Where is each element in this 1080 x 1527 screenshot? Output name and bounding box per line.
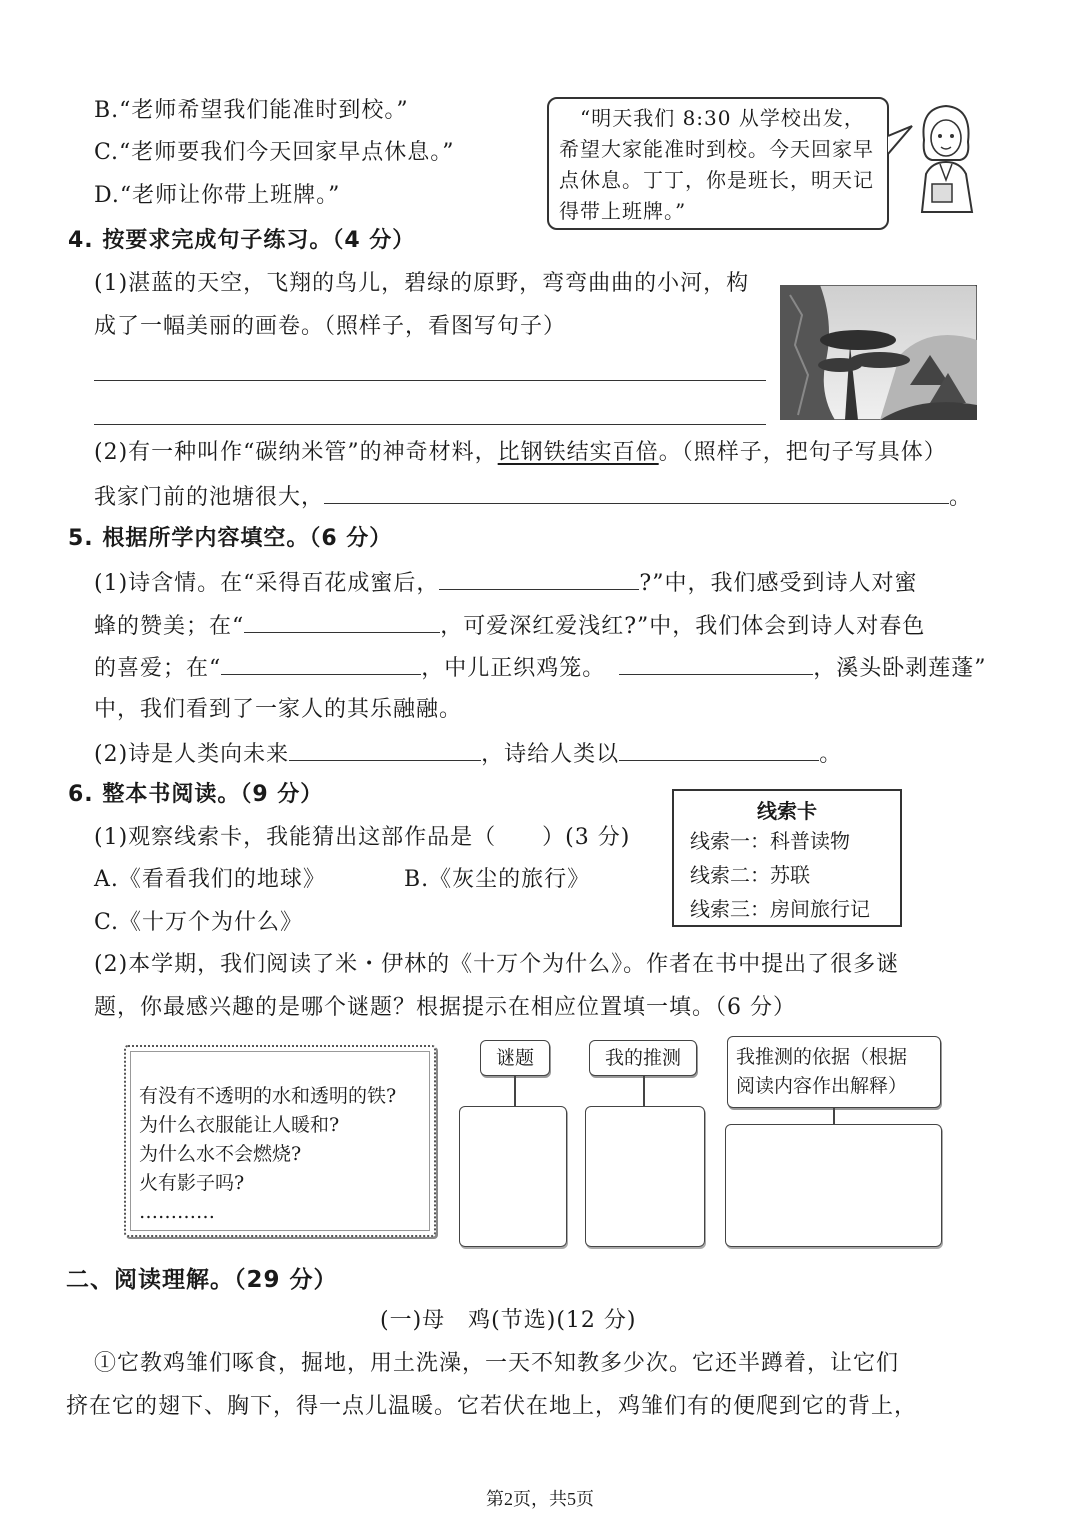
- bubble-line: 点休息。丁丁，你是班长，明天记: [559, 168, 874, 192]
- answer-blank[interactable]: [619, 738, 819, 761]
- clue-line: 线索一：科普读物: [690, 829, 850, 853]
- q4-part2-line1: [94, 438, 947, 468]
- page-footer: 第2页，共5页: [486, 1489, 594, 1509]
- q3-option-c: C.“老师要我们今天回家早点休息。”: [94, 140, 455, 165]
- riddle-item: …………: [139, 1201, 215, 1223]
- bubble-line: 得带上班牌。”: [559, 199, 687, 223]
- q6-title: 6. 整本书阅读。（9 分）: [68, 782, 324, 807]
- column-header-riddle: 谜题: [480, 1040, 550, 1076]
- q4-part2-text: 。（照样子，把句子写具体）: [658, 440, 947, 465]
- q3-option-d: D.“老师让你带上班牌。”: [94, 183, 341, 208]
- clue-line: 线索二：苏联: [690, 863, 810, 887]
- q4-part2-text: (2)有一种叫作“碳纳米管”的神奇材料，: [94, 440, 498, 465]
- q4-part2-suffix: 。: [949, 485, 973, 510]
- passage-paragraph-line: ①它教鸡雏们啄食，掘地，用土洗澡，一天不知教多少次。它还半蹲着，让它们: [94, 1351, 900, 1376]
- riddle-item: 为什么水不会燃烧?: [139, 1143, 302, 1165]
- answer-blank[interactable]: [289, 738, 481, 761]
- clue-card-title: 线索卡: [757, 799, 817, 823]
- q4-part1-line2: 成了一幅美丽的画卷。（照样子，看图写句子）: [94, 314, 567, 339]
- q5-text: ，中儿正织鸡笼。: [421, 656, 606, 681]
- q5-text: (1)诗含情。在“采得百花成蜜后，: [94, 571, 440, 596]
- answer-box-riddle[interactable]: [459, 1106, 567, 1247]
- answer-blank[interactable]: [221, 652, 421, 675]
- q5-line5: [94, 738, 842, 770]
- q6-part1: (1)观察线索卡，我能猜出这部作品是（ ）(3 分): [94, 825, 631, 850]
- q4-part2-line2: [94, 481, 972, 513]
- q5-line2: [94, 610, 925, 642]
- q5-text: ，诗给人类以: [481, 742, 620, 767]
- q4-part1-line1: (1)湛蓝的天空，飞翔的鸟儿，碧绿的原野，弯弯曲曲的小河，构: [94, 271, 750, 296]
- q5-title: 5. 根据所学内容填空。（6 分）: [68, 526, 393, 551]
- riddle-item: 火有影子吗?: [139, 1172, 245, 1194]
- q5-line1: [94, 567, 917, 599]
- speech-bubble: [547, 97, 889, 230]
- bubble-line: “明天我们 8:30 从学校出发，: [559, 106, 865, 130]
- basis-line: 阅读内容作出解释）: [736, 1075, 908, 1097]
- column-header-guess: 我的推测: [589, 1040, 697, 1076]
- q5-text: ?”中，我们感受到诗人对蜜: [639, 571, 918, 596]
- q4-part2-prefix: 我家门前的池塘很大，: [94, 485, 325, 510]
- clue-line: 线索三：房间旅行记: [690, 897, 870, 921]
- riddle-list-inner: [130, 1051, 430, 1231]
- q6-option-a: A.《看看我们的地球》: [94, 867, 326, 892]
- q3-option-b: B.“老师希望我们能准时到校。”: [94, 98, 409, 123]
- section2-title: 二、阅读理解。（29 分）: [66, 1267, 338, 1293]
- q6-part2-line2: 题，你最感兴趣的是哪个谜题？根据提示在相应位置填一填。（6 分）: [94, 995, 796, 1020]
- basis-line: 我推测的依据（根据: [736, 1046, 908, 1068]
- q5-line4: 中，我们看到了一家人的其乐融融。: [94, 697, 463, 722]
- q5-text: 的喜爱；在“: [94, 656, 222, 681]
- q5-text: 。: [819, 742, 843, 767]
- bubble-line: 希望大家能准时到校。今天回家早: [559, 137, 874, 161]
- riddle-item: 有没有不透明的水和透明的铁?: [139, 1085, 397, 1107]
- connector-line: [514, 1076, 516, 1106]
- q5-text: (2)诗是人类向未来: [94, 742, 290, 767]
- riddle-item: 为什么衣服能让人暖和?: [139, 1114, 340, 1136]
- clue-card: [672, 789, 902, 927]
- answer-blank[interactable]: [619, 652, 813, 675]
- answer-line[interactable]: [94, 424, 766, 425]
- q5-line3: [94, 652, 987, 684]
- answer-blank[interactable]: [244, 610, 440, 633]
- passage-paragraph-line: 挤在它的翅下、胸下，得一点儿温暖。它若伏在地上，鸡雏们有的便爬到它的背上，: [66, 1394, 918, 1419]
- q4-title: 4. 按要求完成句子练习。（4 分）: [68, 228, 416, 253]
- riddle-list-box: [124, 1045, 436, 1237]
- answer-blank[interactable]: [324, 481, 949, 504]
- q6-option-b: B.《灰尘的旅行》: [404, 867, 591, 892]
- q5-text: 蜂的赞美；在“: [94, 614, 245, 639]
- q6-option-c: C.《十万个为什么》: [94, 910, 304, 935]
- pine-landscape-image: [780, 285, 977, 420]
- column-header-basis: [727, 1036, 941, 1108]
- q5-text: ，溪头卧剥莲蓬”: [813, 656, 987, 681]
- answer-line[interactable]: [94, 380, 766, 381]
- answer-blank[interactable]: [439, 567, 639, 590]
- answer-box-basis[interactable]: [725, 1124, 942, 1247]
- passage-title: (一)母 鸡(节选)(12 分): [380, 1308, 637, 1333]
- teacher-illustration: [910, 100, 980, 215]
- q5-text: ，可爱深红爱浅红?”中，我们体会到诗人对春色: [440, 614, 926, 639]
- q6-part2-line1: (2)本学期，我们阅读了米・伊林的《十万个为什么》。作者在书中提出了很多谜: [94, 952, 900, 977]
- answer-box-guess[interactable]: [585, 1106, 705, 1247]
- connector-line: [833, 1108, 835, 1124]
- underlined-phrase: 比钢铁结实百倍: [497, 440, 659, 465]
- connector-line: [643, 1076, 645, 1106]
